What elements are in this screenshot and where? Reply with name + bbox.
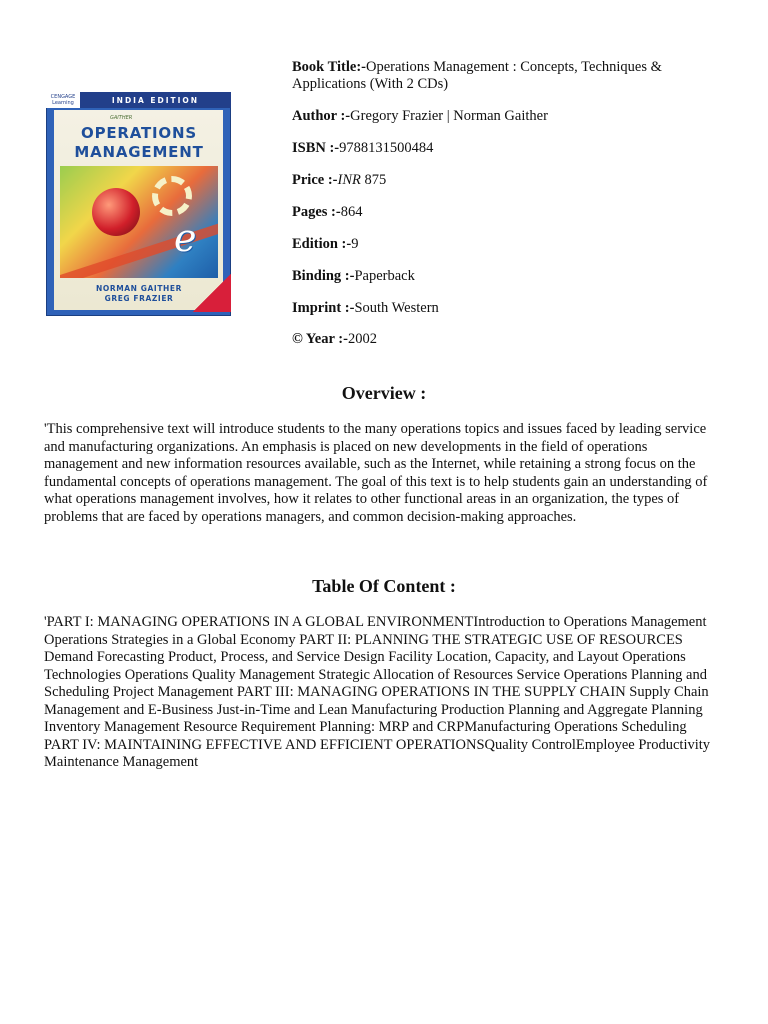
author-label: Author :- <box>292 108 351 124</box>
author-value: Gregory Frazier | Norman Gaither <box>350 108 548 124</box>
book-title-value: Operations Management : Concepts, Techniques & Applications (With 2 CDs) <box>292 59 662 92</box>
price-currency: INR <box>337 172 361 188</box>
cover-top-strip <box>46 92 231 108</box>
cover-brand: GAITHER <box>110 115 133 121</box>
book-cover-image <box>46 92 231 316</box>
binding-value: Paperback <box>354 268 415 284</box>
overview-heading: Overview : <box>341 383 427 403</box>
edition-label: Edition :- <box>292 236 352 252</box>
gear-icon <box>152 176 192 216</box>
price-label: Price :- <box>292 172 338 188</box>
pages-label: Pages :- <box>292 204 341 220</box>
isbn-label: ISBN :- <box>292 140 340 156</box>
price-row <box>292 172 386 189</box>
pages-row <box>292 204 362 221</box>
toc-text: 'PART I: MANAGING OPERATIONS IN A GLOBAL ENVIRONMENTIntroduction to Operations Management Operations Strategies in a Global Economy PART II: PLANNING THE STRATEGIC USE OF RESOURCES Demand Forecasting Product, Process, and Service Design Facility Location, Capacity, and Layout Operations Technologies Operations Quality Management Strategic Allocation of Resources Service Operations Planning and Scheduling Project Management PART III: MANAGING OPERATIONS IN THE SUPPLY CHAIN Supply Chain Management and E-Business Just-in-Time and Lean Manufacturing Production Planning and Aggregate Planning Inventory Management Resource Requirement Planning: MRP and CRPManufacturing Operations Scheduling PART IV: MAINTAINING EFFECTIVE AND EFFICIENT OPERATIONSQuality ControlEmployee Productivity Maintenance Management <box>44 614 711 770</box>
cover-art-sphere <box>92 188 140 236</box>
cover-artwork <box>60 166 218 278</box>
imprint-value: South Western <box>354 300 439 316</box>
pages-value: 864 <box>340 204 363 220</box>
edition-banner: INDIA EDITION <box>111 95 200 105</box>
year-value: 2002 <box>347 331 377 347</box>
edition-value: 9 <box>351 236 359 252</box>
edition-row <box>292 236 358 253</box>
publisher-logo: CENGAGE Learning <box>46 92 80 108</box>
imprint-row <box>292 300 439 317</box>
cover-title-line1: OPERATIONS <box>81 124 197 142</box>
price-value: 875 <box>360 172 387 188</box>
cover-author-2: GREG FRAZIER <box>104 294 174 303</box>
book-title-label: Book Title:- <box>292 59 366 75</box>
book-title-row <box>292 59 712 93</box>
isbn-value: 9788131500484 <box>339 140 434 156</box>
imprint-label: Imprint :- <box>292 300 355 316</box>
year-row <box>292 331 377 348</box>
year-label: © Year :- <box>292 331 348 347</box>
toc-heading: Table Of Content : <box>312 576 456 596</box>
binding-row <box>292 268 415 285</box>
e-letter-icon: e <box>174 216 197 260</box>
overview-text: 'This comprehensive text will introduce students to the many operations topics and issues faced by leading service and manufacturing organizations. An emphasis is placed on new developments in the field of operations management and new information resources available, such as the Internet, while retaining a strong focus on the fundamental concepts of operations management. The goal of this text is to help students gain an understanding of what operations management involves, how it relates to other functional areas in an organization, the types of problems that are faced by operations managers, and common decision-making approaches. <box>44 421 708 525</box>
cover-title <box>60 124 218 162</box>
cover-author-1: NORMAN GAITHER <box>95 284 183 293</box>
cover-title-line2: MANAGEMENT <box>74 143 204 161</box>
cover-corner-ribbon <box>193 268 231 312</box>
isbn-row <box>292 140 433 157</box>
author-row <box>292 108 548 125</box>
binding-label: Binding :- <box>292 268 355 284</box>
